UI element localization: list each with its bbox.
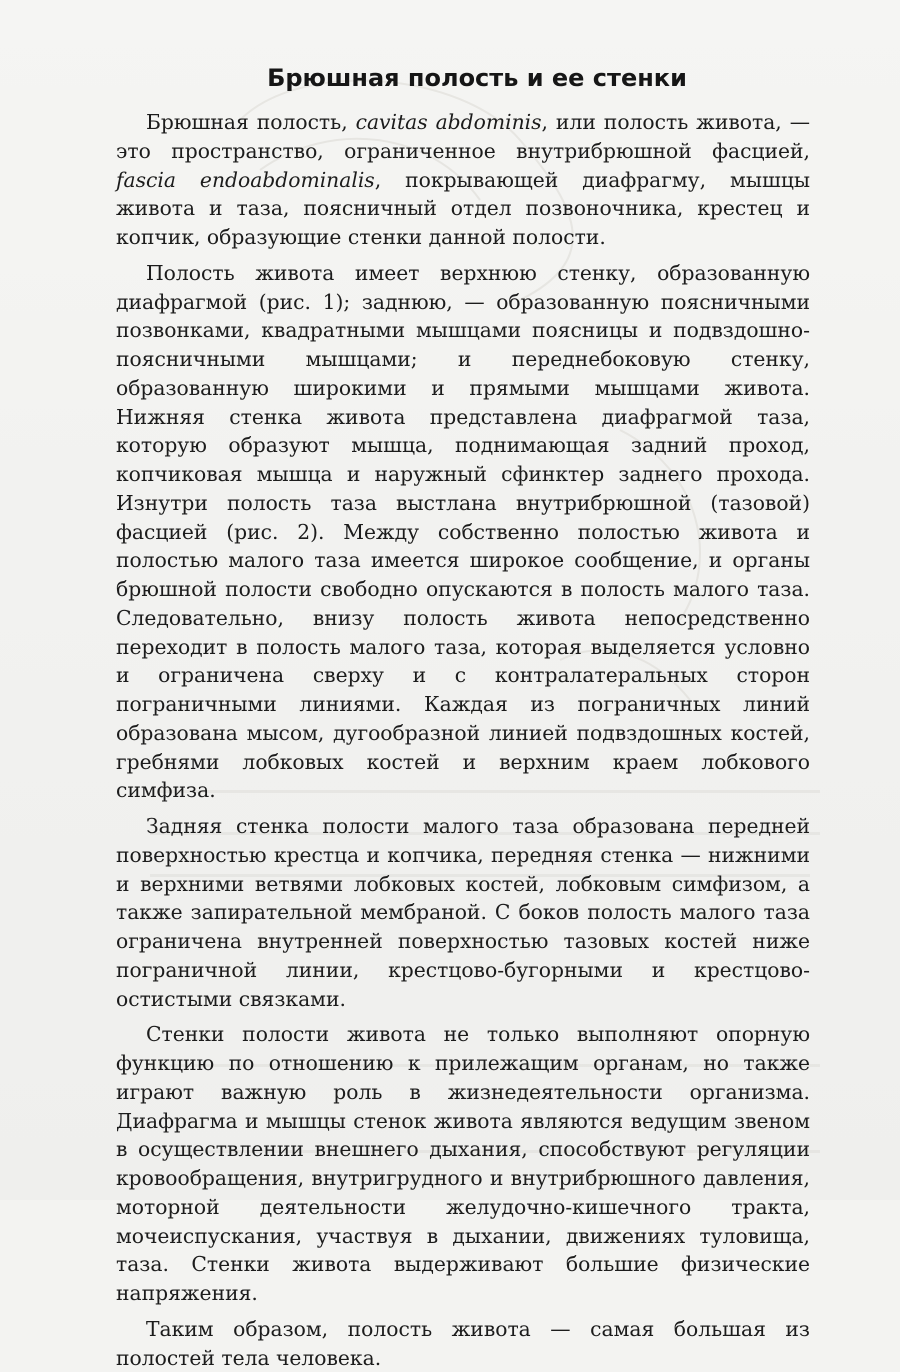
section-heading: Брюшная полость и ее стенки — [267, 64, 687, 92]
latin-term: cavitas abdominis — [355, 110, 542, 134]
paragraph — [116, 812, 810, 1013]
text-run: Стенки полости живота не только выполняют опорную функцию по отношению к прилежащим органам, но также играют важную роль в жизнедеятельности организма. Диафрагма и мышцы стенок живота являются ведущим звеном в осуществлении внешнего дыхания, способствуют регуляции кровообращения, внутригрудного и внутрибрюшного давления, моторной деятельности желудочно-кишечного тракта, мочеиспускания, участвуя в дыхании, движениях туловища, таза. Стенки живота выдерживают большие физические напряжения. — [116, 1022, 810, 1305]
text-run: , или полость живота, — это пространство, ограниченное внутрибрюшной фасцией, — [116, 110, 810, 163]
latin-term: fascia endoabdominalis — [116, 167, 375, 192]
text-run: Таким образом, полость живота — самая большая из полостей тела человека. — [116, 1316, 810, 1370]
paragraph — [116, 108, 810, 252]
text-run: Брюшная полость, — [146, 110, 356, 134]
paragraph — [116, 1020, 810, 1308]
text-run: Задняя стенка полости малого таза образована передней поверхностью крестца и копчика, передняя стенка — нижними и верхними ветвями лобковых костей, лобковым симфизом, а также запирательной мембраной. С боков полость малого таза ограничена внутренней поверхностью тазовых костей ниже пограничной линии, крестцово-бугорными и крестцово-остистыми связками. — [116, 814, 810, 1011]
paragraph — [116, 1315, 810, 1372]
text-column — [116, 58, 810, 1372]
text-run: Полость живота имеет верхнюю стенку, образованную диафрагмой (рис. 1); заднюю, — образованную поясничными позвонками, квадратными мышцами поясницы и подвздошно-поясничными мышцами; и переднебоковую стенку, образованную широкими и прямыми мышцами живота. Нижняя стенка живота представлена диафрагмой таза, которую образуют мышца, поднимающая задний проход, копчиковая мышца и наружный сфинктер заднего прохода. Изнутри полость таза выстлана внутрибрюшной (тазовой) фасцией (рис. 2). Между собственно полостью живота и полостью малого таза имеется широкое сообщение, и органы брюшной полости свободно опускаются в полость малого таза. Следовательно, внизу полость живота непосредственно переходит в полость малого таза, которая выделяется условно и ограничена сверху и с контралатеральных сторон пограничными линиями. Каждая из пограничных линий образована мысом, дугообразной линией подвздошных костей, гребнями лобковых костей и верхним краем лобкового симфиза. — [116, 260, 810, 803]
text-run: , покрывающей диафрагму, мышцы живота и таза, поясничный отдел позвоночника, крестец и копчик, образующие стенки данной полости. — [116, 167, 810, 249]
paragraph — [116, 259, 810, 805]
